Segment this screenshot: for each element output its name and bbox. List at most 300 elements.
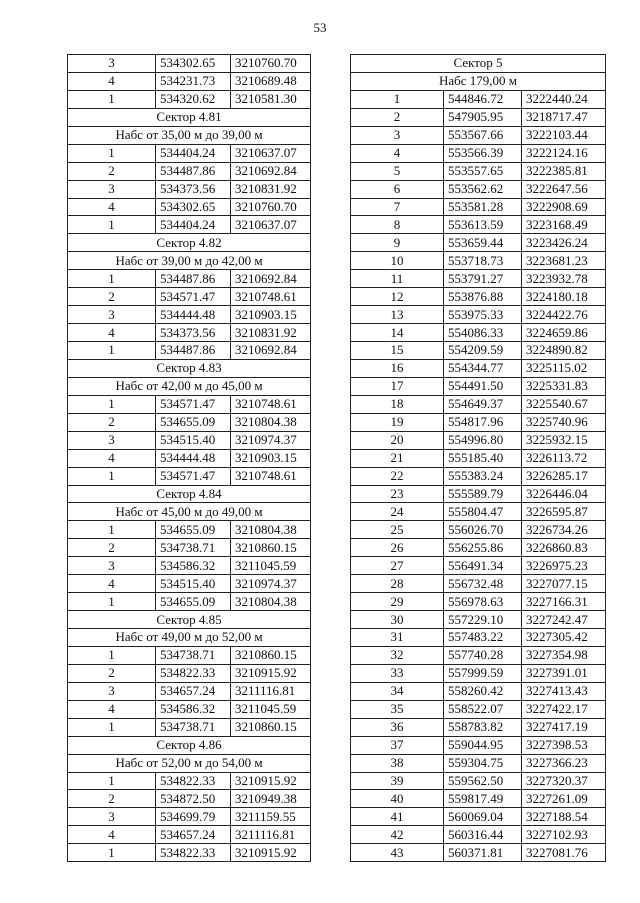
sector-header-row	[351, 55, 606, 73]
table-row	[68, 413, 311, 431]
coordinate-y: 3211116.81	[231, 826, 311, 844]
coordinate-y: 3222385.81	[522, 162, 606, 180]
sector-header: Сектор 4.85	[68, 611, 311, 629]
coordinate-x: 553613.59	[444, 216, 522, 234]
coordinate-y: 3224659.86	[522, 324, 606, 342]
coordinate-y: 3210949.38	[231, 790, 311, 808]
table-row	[351, 808, 606, 826]
point-number: 36	[351, 718, 444, 736]
coordinate-y: 3210760.70	[231, 198, 311, 216]
sector-header-row	[68, 252, 311, 270]
coordinate-x: 553557.65	[444, 162, 522, 180]
sector-header-row	[68, 629, 311, 647]
table-row	[68, 826, 311, 844]
table-row	[68, 575, 311, 593]
point-number: 13	[351, 306, 444, 324]
point-number: 3	[68, 180, 156, 198]
coordinate-x: 534320.62	[156, 90, 231, 108]
point-number: 19	[351, 413, 444, 431]
point-number: 17	[351, 377, 444, 395]
coordinate-y: 3210804.38	[231, 521, 311, 539]
point-number: 4	[68, 449, 156, 467]
point-number: 21	[351, 449, 444, 467]
table-row	[68, 72, 311, 90]
coordinate-x: 534444.48	[156, 449, 231, 467]
point-number: 2	[68, 790, 156, 808]
point-number: 1	[68, 844, 156, 862]
coordinate-x: 534822.33	[156, 664, 231, 682]
coordinate-y: 3225331.83	[522, 377, 606, 395]
table-row	[68, 216, 311, 234]
table-row	[351, 288, 606, 306]
coordinate-x: 556491.34	[444, 557, 522, 575]
coordinate-x: 557229.10	[444, 611, 522, 629]
sector-header: Сектор 4.82	[68, 234, 311, 252]
point-number: 26	[351, 539, 444, 557]
table-row	[68, 539, 311, 557]
coordinate-y: 3223932.78	[522, 270, 606, 288]
coordinate-x: 558783.82	[444, 718, 522, 736]
point-number: 41	[351, 808, 444, 826]
coordinate-x: 534302.65	[156, 198, 231, 216]
point-number: 3	[68, 431, 156, 449]
sector-header: Сектор 4.84	[68, 485, 311, 503]
coordinate-x: 534515.40	[156, 431, 231, 449]
table-row	[351, 826, 606, 844]
coordinate-y: 3227398.53	[522, 736, 606, 754]
coordinate-x: 553566.39	[444, 144, 522, 162]
coordinate-x: 534822.33	[156, 772, 231, 790]
point-number: 4	[351, 144, 444, 162]
table-row	[351, 198, 606, 216]
table-row	[351, 252, 606, 270]
point-number: 27	[351, 557, 444, 575]
coordinate-x: 559817.49	[444, 790, 522, 808]
coordinate-y: 3222908.69	[522, 198, 606, 216]
sector-header: Набс от 42,00 м до 45,00 м	[68, 377, 311, 395]
point-number: 38	[351, 754, 444, 772]
point-number: 32	[351, 646, 444, 664]
table-row	[68, 144, 311, 162]
table-row	[351, 377, 606, 395]
sector-header: Набс от 39,00 м до 42,00 м	[68, 252, 311, 270]
coordinate-y: 3210689.48	[231, 72, 311, 90]
coordinate-y: 3227354.98	[522, 646, 606, 664]
sector-header: Набс 179,00 м	[351, 72, 606, 90]
table-row	[68, 270, 311, 288]
table-row	[351, 306, 606, 324]
table-row	[351, 431, 606, 449]
coordinate-x: 553659.44	[444, 234, 522, 252]
table-row	[68, 772, 311, 790]
table-row	[351, 844, 606, 862]
coordinate-x: 534655.09	[156, 593, 231, 611]
table-row	[68, 790, 311, 808]
coordinate-x: 534302.65	[156, 55, 231, 73]
table-row	[351, 754, 606, 772]
point-number: 12	[351, 288, 444, 306]
table-row	[351, 772, 606, 790]
coordinate-x: 559562.50	[444, 772, 522, 790]
coordinate-x: 555383.24	[444, 467, 522, 485]
coordinate-x: 556978.63	[444, 593, 522, 611]
table-row	[351, 790, 606, 808]
coordinate-y: 3223168.49	[522, 216, 606, 234]
sector-header: Сектор 4.83	[68, 359, 311, 377]
point-number: 3	[351, 126, 444, 144]
coordinate-y: 3226975.23	[522, 557, 606, 575]
point-number: 39	[351, 772, 444, 790]
coordinate-y: 3210860.15	[231, 539, 311, 557]
point-number: 1	[68, 395, 156, 413]
coordinate-y: 3210692.84	[231, 270, 311, 288]
sector-header-row	[68, 485, 311, 503]
point-number: 31	[351, 629, 444, 647]
table-row	[351, 593, 606, 611]
table-row	[351, 449, 606, 467]
point-number: 1	[68, 593, 156, 611]
coordinate-x: 534444.48	[156, 306, 231, 324]
coordinate-y: 3210637.07	[231, 216, 311, 234]
point-number: 22	[351, 467, 444, 485]
coordinate-x: 534487.86	[156, 342, 231, 360]
coordinates-table-left	[67, 54, 311, 862]
point-number: 9	[351, 234, 444, 252]
coordinate-y: 3211045.59	[231, 557, 311, 575]
coordinate-x: 534699.79	[156, 808, 231, 826]
table-row	[68, 342, 311, 360]
coordinate-y: 3210915.92	[231, 772, 311, 790]
point-number: 11	[351, 270, 444, 288]
coordinate-y: 3225740.96	[522, 413, 606, 431]
point-number: 4	[68, 826, 156, 844]
coordinate-y: 3211045.59	[231, 700, 311, 718]
coordinate-y: 3227188.54	[522, 808, 606, 826]
coordinate-y: 3227166.31	[522, 593, 606, 611]
table-row	[351, 557, 606, 575]
table-row	[351, 682, 606, 700]
table-row	[68, 646, 311, 664]
coordinate-y: 3210831.92	[231, 180, 311, 198]
coordinate-y: 3222124.16	[522, 144, 606, 162]
point-number: 1	[68, 521, 156, 539]
table-row	[351, 485, 606, 503]
point-number: 3	[68, 808, 156, 826]
coordinate-x: 560371.81	[444, 844, 522, 862]
point-number: 10	[351, 252, 444, 270]
right-table-body	[351, 55, 606, 862]
coordinate-y: 3210974.37	[231, 431, 311, 449]
coordinate-x: 534655.09	[156, 413, 231, 431]
coordinate-y: 3210748.61	[231, 395, 311, 413]
coordinate-x: 553975.33	[444, 306, 522, 324]
coordinate-y: 3210860.15	[231, 718, 311, 736]
sector-header-row	[68, 234, 311, 252]
point-number: 29	[351, 593, 444, 611]
coordinate-y: 3227077.15	[522, 575, 606, 593]
point-number: 3	[68, 55, 156, 73]
sector-header-row	[68, 754, 311, 772]
sector-header-row	[68, 736, 311, 754]
sector-header: Набс от 35,00 м до 39,00 м	[68, 126, 311, 144]
coordinate-y: 3210637.07	[231, 144, 311, 162]
table-row	[68, 682, 311, 700]
sector-header: Набс от 49,00 м до 52,00 м	[68, 629, 311, 647]
coordinate-x: 557999.59	[444, 664, 522, 682]
table-row	[351, 467, 606, 485]
table-row	[351, 126, 606, 144]
coordinate-y: 3227242.47	[522, 611, 606, 629]
sector-header-row	[68, 377, 311, 395]
point-number: 4	[68, 324, 156, 342]
coordinate-x: 554491.50	[444, 377, 522, 395]
table-row	[351, 234, 606, 252]
point-number: 15	[351, 342, 444, 360]
coordinate-x: 554817.96	[444, 413, 522, 431]
coordinate-x: 553876.88	[444, 288, 522, 306]
point-number: 14	[351, 324, 444, 342]
table-row	[68, 288, 311, 306]
coordinate-x: 534586.32	[156, 557, 231, 575]
coordinate-y: 3226285.17	[522, 467, 606, 485]
point-number: 1	[351, 90, 444, 108]
coordinate-x: 547905.95	[444, 108, 522, 126]
table-row	[68, 180, 311, 198]
table-row	[351, 521, 606, 539]
coordinate-y: 3227366.23	[522, 754, 606, 772]
sector-header-row	[68, 126, 311, 144]
coordinate-x: 556732.48	[444, 575, 522, 593]
coordinate-x: 534738.71	[156, 718, 231, 736]
coordinate-x: 554209.59	[444, 342, 522, 360]
point-number: 35	[351, 700, 444, 718]
coordinate-y: 3226446.04	[522, 485, 606, 503]
point-number: 1	[68, 772, 156, 790]
table-row	[351, 664, 606, 682]
coordinate-y: 3210903.15	[231, 449, 311, 467]
coordinate-y: 3224890.82	[522, 342, 606, 360]
coordinate-y: 3210974.37	[231, 575, 311, 593]
coordinate-y: 3210804.38	[231, 413, 311, 431]
coordinate-x: 556026.70	[444, 521, 522, 539]
coordinate-x: 554996.80	[444, 431, 522, 449]
table-row	[68, 431, 311, 449]
coordinate-y: 3227413.43	[522, 682, 606, 700]
coordinate-x: 558260.42	[444, 682, 522, 700]
table-row	[68, 55, 311, 73]
coordinate-x: 534655.09	[156, 521, 231, 539]
table-row	[351, 629, 606, 647]
table-row	[351, 90, 606, 108]
point-number: 28	[351, 575, 444, 593]
coordinate-y: 3227102.93	[522, 826, 606, 844]
sector-header: Набс от 45,00 м до 49,00 м	[68, 503, 311, 521]
point-number: 33	[351, 664, 444, 682]
coordinate-x: 558522.07	[444, 700, 522, 718]
coordinate-x: 555589.79	[444, 485, 522, 503]
table-row	[68, 718, 311, 736]
coordinate-y: 3218717.47	[522, 108, 606, 126]
coordinate-x: 560316.44	[444, 826, 522, 844]
left-table-body	[68, 55, 311, 862]
coordinate-y: 3223426.24	[522, 234, 606, 252]
table-row	[351, 180, 606, 198]
coordinate-y: 3222647.56	[522, 180, 606, 198]
point-number: 16	[351, 359, 444, 377]
coordinate-y: 3227422.17	[522, 700, 606, 718]
table-row	[68, 844, 311, 862]
coordinate-x: 534738.71	[156, 646, 231, 664]
point-number: 18	[351, 395, 444, 413]
point-number: 40	[351, 790, 444, 808]
coordinate-x: 534515.40	[156, 575, 231, 593]
coordinate-y: 3225540.67	[522, 395, 606, 413]
table-row	[351, 575, 606, 593]
coordinate-y: 3210903.15	[231, 306, 311, 324]
coordinate-x: 534586.32	[156, 700, 231, 718]
coordinate-x: 553562.62	[444, 180, 522, 198]
sector-header: Сектор 4.86	[68, 736, 311, 754]
table-row	[351, 611, 606, 629]
point-number: 1	[68, 646, 156, 664]
coordinate-x: 553581.28	[444, 198, 522, 216]
point-number: 23	[351, 485, 444, 503]
coordinate-y: 3210581.30	[231, 90, 311, 108]
point-number: 5	[351, 162, 444, 180]
sector-header: Набс от 52,00 м до 54,00 м	[68, 754, 311, 772]
coordinate-y: 3227320.37	[522, 772, 606, 790]
coordinate-y: 3226860.83	[522, 539, 606, 557]
point-number: 7	[351, 198, 444, 216]
table-row	[68, 324, 311, 342]
coordinate-x: 534404.24	[156, 144, 231, 162]
table-row	[351, 736, 606, 754]
page-number: 53	[313, 20, 327, 35]
table-row	[68, 467, 311, 485]
table-row	[351, 503, 606, 521]
coordinate-y: 3210860.15	[231, 646, 311, 664]
coordinate-x: 534657.24	[156, 826, 231, 844]
point-number: 30	[351, 611, 444, 629]
coordinate-y: 3210692.84	[231, 162, 311, 180]
point-number: 2	[351, 108, 444, 126]
coordinate-y: 3223681.23	[522, 252, 606, 270]
table-row	[351, 108, 606, 126]
point-number: 2	[68, 288, 156, 306]
coordinate-x: 553791.27	[444, 270, 522, 288]
coordinate-x: 559304.75	[444, 754, 522, 772]
table-row	[351, 270, 606, 288]
coordinate-y: 3224180.18	[522, 288, 606, 306]
coordinate-x: 534231.73	[156, 72, 231, 90]
table-row	[351, 342, 606, 360]
coordinate-x: 534571.47	[156, 288, 231, 306]
point-number: 4	[68, 72, 156, 90]
coordinate-y: 3210748.61	[231, 288, 311, 306]
coordinate-x: 534373.56	[156, 324, 231, 342]
coordinate-y: 3227417.19	[522, 718, 606, 736]
point-number: 1	[68, 270, 156, 288]
sector-header: Сектор 4.81	[68, 108, 311, 126]
table-row	[351, 144, 606, 162]
coordinates-table-right	[350, 54, 606, 862]
point-number: 2	[68, 539, 156, 557]
point-number: 2	[68, 162, 156, 180]
table-row	[68, 162, 311, 180]
table-row	[68, 395, 311, 413]
sector-header-row	[351, 72, 606, 90]
table-row	[351, 359, 606, 377]
coordinate-x: 554086.33	[444, 324, 522, 342]
point-number: 6	[351, 180, 444, 198]
coordinate-x: 534657.24	[156, 682, 231, 700]
coordinate-y: 3225115.02	[522, 359, 606, 377]
coordinate-y: 3226734.26	[522, 521, 606, 539]
coordinate-x: 556255.86	[444, 539, 522, 557]
coordinate-y: 3210760.70	[231, 55, 311, 73]
table-row	[68, 306, 311, 324]
coordinate-y: 3224422.76	[522, 306, 606, 324]
point-number: 3	[68, 306, 156, 324]
point-number: 25	[351, 521, 444, 539]
coordinate-y: 3227305.42	[522, 629, 606, 647]
point-number: 2	[68, 664, 156, 682]
coordinate-y: 3226113.72	[522, 449, 606, 467]
sector-header: Сектор 5	[351, 55, 606, 73]
coordinate-x: 534487.86	[156, 162, 231, 180]
sector-header-row	[68, 611, 311, 629]
point-number: 1	[68, 718, 156, 736]
coordinate-x: 534872.50	[156, 790, 231, 808]
coordinate-x: 553567.66	[444, 126, 522, 144]
coordinate-x: 534571.47	[156, 467, 231, 485]
point-number: 4	[68, 700, 156, 718]
table-row	[68, 449, 311, 467]
table-row	[68, 664, 311, 682]
coordinate-y: 3210748.61	[231, 467, 311, 485]
point-number: 43	[351, 844, 444, 862]
coordinate-x: 559044.95	[444, 736, 522, 754]
point-number: 37	[351, 736, 444, 754]
coordinate-y: 3210831.92	[231, 324, 311, 342]
coordinate-y: 3225932.15	[522, 431, 606, 449]
table-row	[351, 324, 606, 342]
coordinate-y: 3226595.87	[522, 503, 606, 521]
coordinate-x: 554344.77	[444, 359, 522, 377]
coordinate-y: 3222440.24	[522, 90, 606, 108]
table-row	[68, 557, 311, 575]
coordinate-y: 3227391.01	[522, 664, 606, 682]
coordinate-x: 555804.47	[444, 503, 522, 521]
coordinate-x: 557740.28	[444, 646, 522, 664]
coordinate-x: 544846.72	[444, 90, 522, 108]
coordinate-y: 3210692.84	[231, 342, 311, 360]
coordinate-x: 534487.86	[156, 270, 231, 288]
coordinate-x: 557483.22	[444, 629, 522, 647]
coordinate-x: 534373.56	[156, 180, 231, 198]
point-number: 24	[351, 503, 444, 521]
coordinate-x: 555185.40	[444, 449, 522, 467]
coordinate-y: 3210915.92	[231, 844, 311, 862]
point-number: 3	[68, 557, 156, 575]
table-row	[351, 216, 606, 234]
table-row	[351, 700, 606, 718]
coordinate-x: 534822.33	[156, 844, 231, 862]
coordinate-y: 3211116.81	[231, 682, 311, 700]
coordinate-x: 534738.71	[156, 539, 231, 557]
table-row	[351, 539, 606, 557]
point-number: 4	[68, 575, 156, 593]
